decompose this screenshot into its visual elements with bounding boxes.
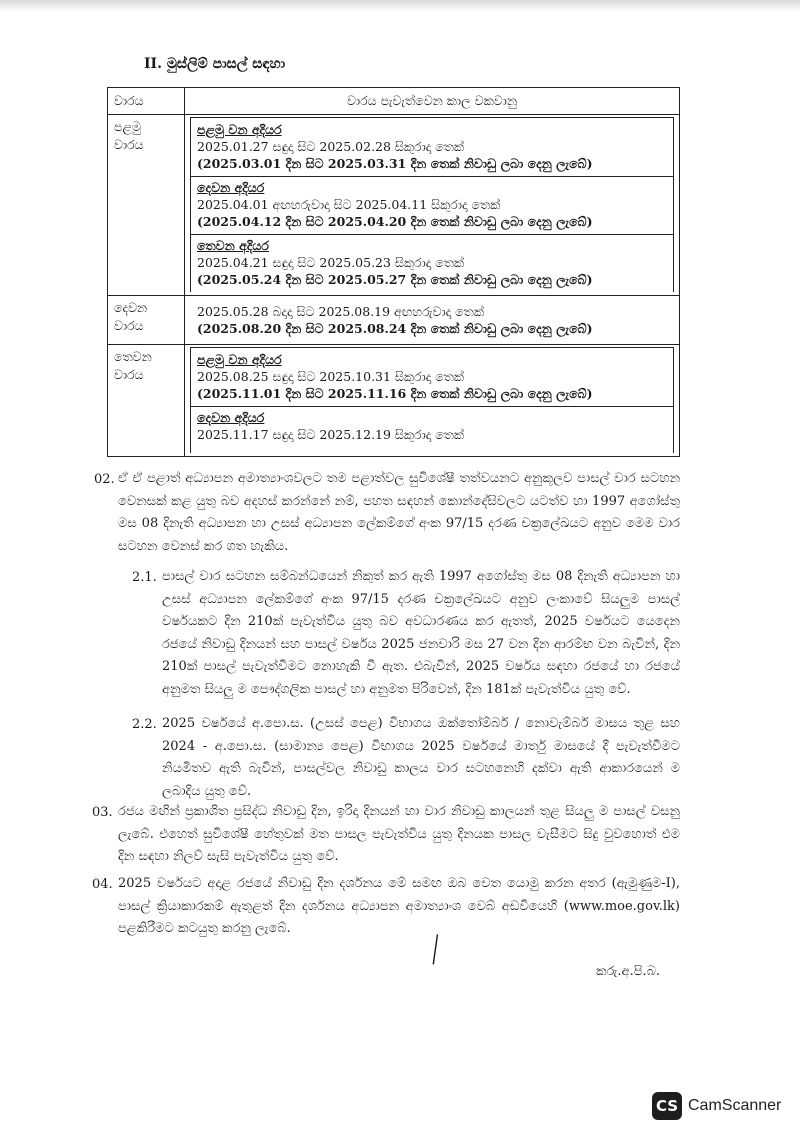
camscanner-logo-icon: CS xyxy=(652,1092,682,1120)
period-block: පළමු වන අදියර 2025.01.27 සඳුදා සිට 2025.02.28 සිකුරාදා තෙක් (2025.03.01 දින සිට 2025.03.31 දින තෙක් නිවාඩු ලබා දෙනු ලැබේ) xyxy=(190,117,674,177)
signatory-initials: කරු.අ.පි.බ. xyxy=(596,964,661,979)
section-heading: II. මුස්ලිම් පාසල් සඳහා xyxy=(144,56,286,72)
table-row-term-1 xyxy=(108,115,680,296)
paragraph-03: රජය මඟින් ප්‍රකාශිත ප්‍රසිද්ධ නිවාඩු දින, ඉරිදා දිනයන් හා වාර නිවාඩු කාලයන් තුළ සියලු ම පාසල් වසනු ලැබේ. එහෙත් සුවිශේෂී හේතුවක් මත පාසල පැවැත්විය යුතු දිනයක පාසල වැසීමට සිදු වුවහොත් එම දින සඳහා නිලව් සැසි පැවැත්විය යුතු වේ. xyxy=(118,804,680,864)
term-periods xyxy=(185,345,680,457)
term-periods xyxy=(185,115,680,296)
term-name: දෙවන වාරය xyxy=(108,296,185,345)
paragraph-02: ඒ ඒ පළාත් අධ්‍යාපන අමාත්‍යාංශවලට තම පළාත්වල සුවිශේෂී තත්වයනට අනුකූලව පාසල් වාර සටහන වෙනසක් කළ යුතු බව අදහස් කරන්නේ නම්, පහත සඳහන් කොන්දේසිවලට යටත්ව හා 1997 අගෝස්තු මස 08 දිනැති අධ්‍යාපන හා උසස් අධ්‍යාපන ලේකම්ගේ අංක 97/15 දරණ චක්‍රලේඛයට අනුව මෙම වාර සටහන වෙනස් කර ගත හැකිය. xyxy=(118,471,680,554)
camscanner-watermark: CamScanner xyxy=(688,1097,782,1114)
scan-top-edge xyxy=(0,0,800,12)
table-header-row xyxy=(108,88,680,115)
section-number: 04. xyxy=(92,877,113,892)
paragraph-04: 2025 වර්ෂයට අදාළ රජයේ නිවාඩු දින දර්ශනය මේ සමඟ ඔබ වෙත යොමු කරන අතර (ඇමුණුම-I), පාසල් ක්‍රියාකාරකම් ඇතුළත් දින දර්ශනය අධ්‍යාපන අමාත්‍යාංශ වෙබ් අඩවියෙහි (www.moe.gov.lk) පළකිරීමට කටයුතු කරනු ලැබේ. xyxy=(118,876,680,936)
term-name: පළමු වාරය xyxy=(108,115,185,296)
period-block: පළමු වන අදියර 2025.08.25 සඳුදා සිට 2025.10.31 සිකුරාදා තෙක් (2025.11.01 දින සිට 2025.11.16 දින තෙක් නිවාඩු ලබා දෙනු ලැබේ) xyxy=(190,347,674,407)
paragraph-2-1: පාසල් වාර සටහන සම්බන්ධයෙන් නිකුත් කර ඇති 1997 අගෝස්තු මස 08 දිනැති අධ්‍යාපන හා උසස් අධ්‍යාපන ලේකම්ගේ අංක 97/15 දරණ චක්‍රලේඛයට අනුව ලංකාවේ සියලුම පාසල් වර්ෂයකට දින 210ක් පැවැත්විය යුතු බව අවධාරණය කර ඇතත්, 2025 වර්ෂයට යෙදෙන රජයේ නිවාඩු දිනයන් සහ පාසල් වර්ෂය 2025 ජනවාරි මස 27 වන දින ආරම්භ වන බැවින්, දින 210ක් පාසල් පැවැත්වීමට නොහැකි වී ඇත. එබැවින්, 2025 වර්ෂය සඳහා රජයේ හා රජයේ අනුමත සියලු ම පෞද්ගලික පාසල් හා අනුමත පිරිවෙන්, දින 181ක් පැවැත්විය යුතු වේ. xyxy=(162,569,680,697)
section-number: 02. xyxy=(94,472,115,487)
section-number: 2.2. xyxy=(132,717,157,732)
period-block: දෙවන අදියර 2025.11.17 සඳුදා සිට 2025.12.19 සිකුරාදා තෙක් xyxy=(190,406,674,453)
term-schedule-table xyxy=(107,87,680,457)
term-name: තෙවන වාරය xyxy=(108,345,185,457)
table-row-term-2 xyxy=(108,296,680,345)
header-term: වාරය xyxy=(108,88,185,115)
header-period: වාරය පැවැත්වෙන කාල වකවානු xyxy=(185,88,680,115)
section-number: 2.1. xyxy=(132,570,157,585)
signature-mark: ᛁ xyxy=(422,928,449,972)
period-block: 2025.05.28 බදාදා සිට 2025.08.19 අඟහරුවාදා තෙක් (2025.08.20 දින සිට 2025.08.24 දින තෙක් නිවාඩු ලබා දෙනු ලැබේ) xyxy=(197,304,593,336)
section-number: 03. xyxy=(92,805,113,820)
term-periods xyxy=(185,296,680,345)
paragraph-2-2: 2025 වර්ෂයේ අ.පො.ස. (උසස් පෙළ) විභාගය ඔක්තෝම්බර් / නොවැම්බර් මාසය තුළ සහ 2024 - අ.පො.ස. (සාමාන්‍ය පෙළ) විභාගය 2025 වර්ෂයේ මාර්තු මාසයේ දී පැවැත්වීමට නියමිතව ඇති බැවින්, පාසල්වල නිවාඩු කාලය වාර සටහනෙහි දක්වා ඇති ආකාරයෙන් ම ලබාදිය යුතු වේ. xyxy=(162,716,680,799)
period-block: තෙවන අදියර 2025.04.21 සඳුදා සිට 2025.05.23 සිකුරාදා තෙක් (2025.05.24 දින සිට 2025.05.27 දින තෙක් නිවාඩු ලබා දෙනු ලැබේ) xyxy=(190,234,674,292)
period-block: දෙවන අදියර 2025.04.01 අඟහරුවාදා සිට 2025.04.11 සිකුරාදා තෙක් (2025.04.12 දින සිට 2025.04.20 දින තෙක් නිවාඩු ලබා දෙනු ලැබේ) xyxy=(190,176,674,235)
table-row-term-3 xyxy=(108,345,680,457)
